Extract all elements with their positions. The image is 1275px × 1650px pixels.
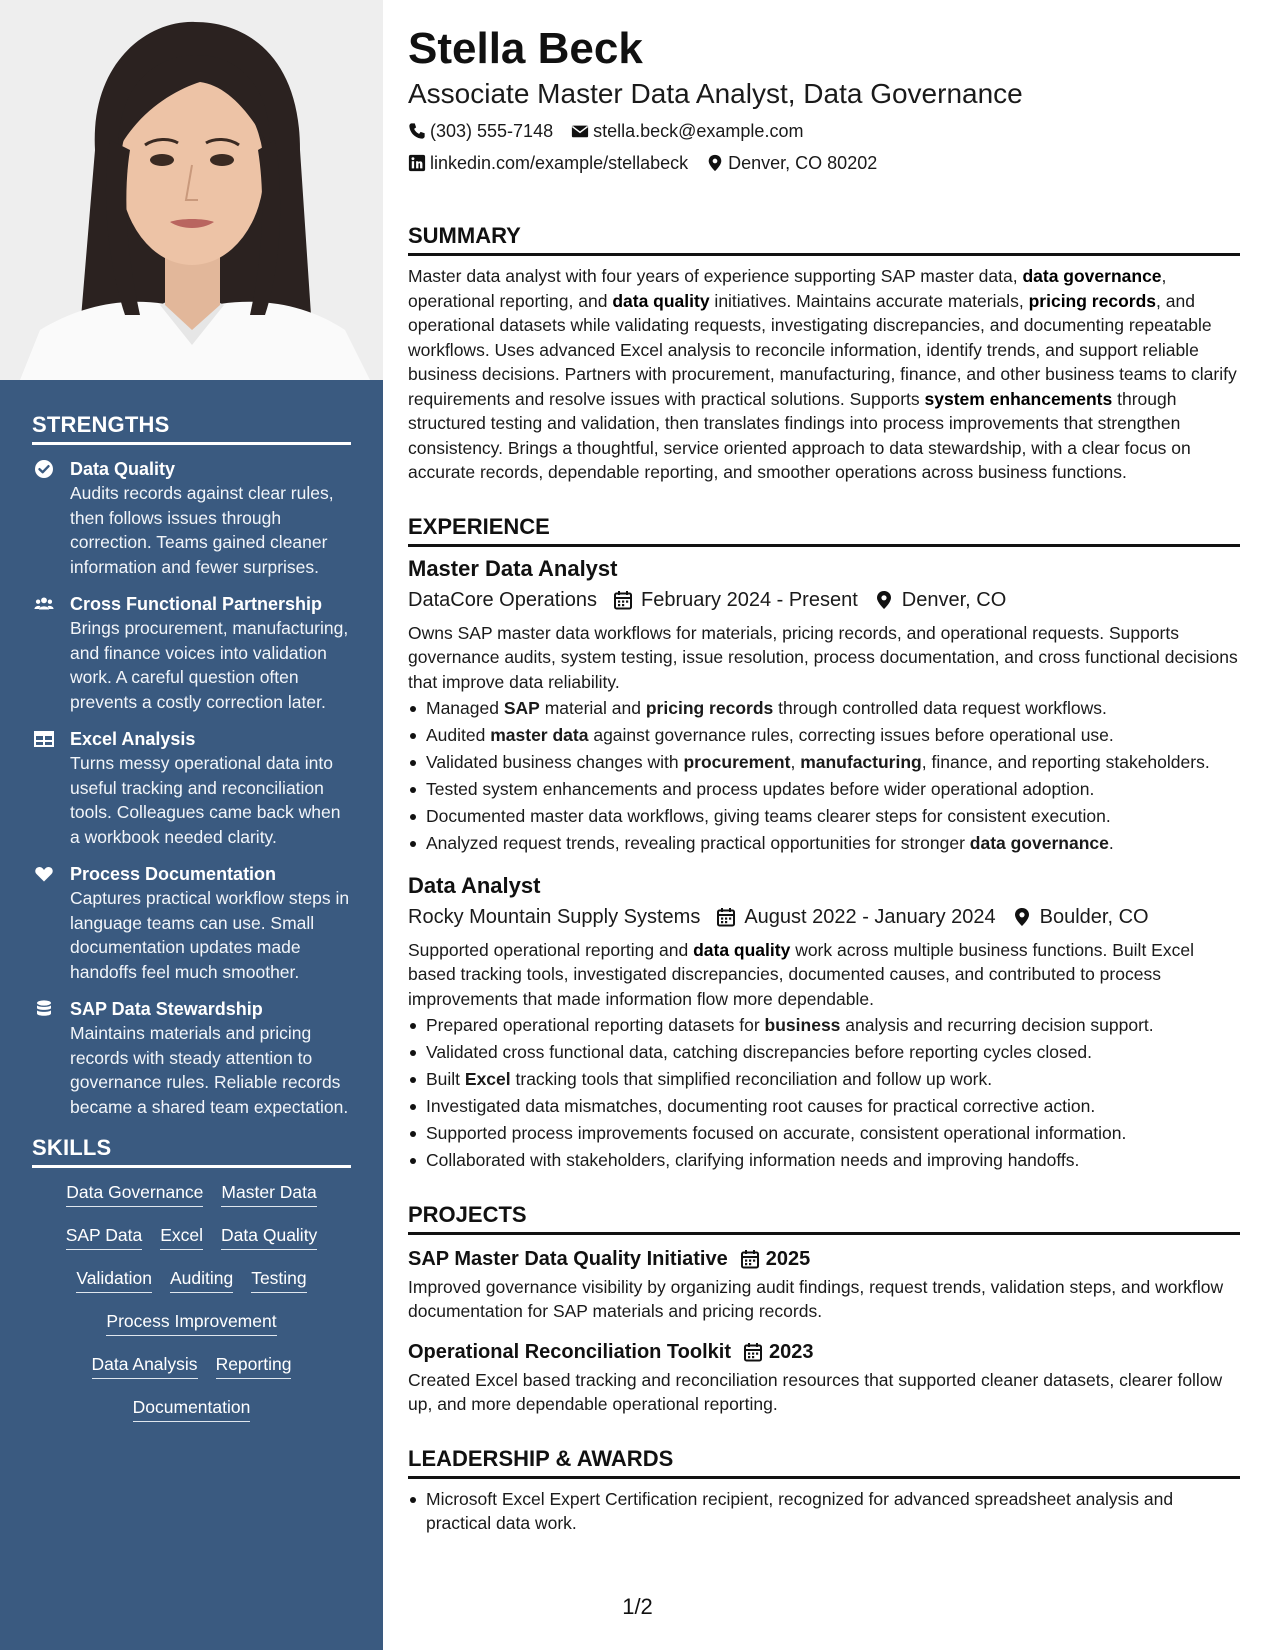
candidate-name: Stella Beck <box>408 24 643 73</box>
skill-row <box>32 1180 351 1207</box>
skill-tag: Data Analysis <box>92 1352 198 1379</box>
text-run: Validated business changes with <box>426 752 684 772</box>
bullet-item <box>408 696 1240 721</box>
location-text: Denver, CO 80202 <box>728 153 878 173</box>
database-icon <box>34 999 56 1019</box>
skill-tag: Data Quality <box>221 1223 317 1250</box>
text-run: material and <box>539 698 646 718</box>
project-entry <box>408 1243 1240 1324</box>
job-title: Master Data Analyst <box>408 555 618 581</box>
project-head <box>408 1243 1240 1275</box>
text-run: Supported process improvements focused on accurate, consistent operational information. <box>426 1123 1127 1143</box>
bold-keyword: Excel <box>464 1069 511 1089</box>
candidate-role: Associate Master Data Analyst, Data Governance <box>408 78 1023 109</box>
users-icon <box>34 594 56 614</box>
strength-title: Process Documentation <box>70 864 277 884</box>
bullet-item <box>408 1121 1240 1146</box>
map-pin-icon <box>706 154 724 172</box>
bold-keyword: pricing records <box>645 698 774 718</box>
page-number <box>0 1594 1275 1620</box>
job-meta <box>408 900 1240 934</box>
calendar-icon <box>740 1249 760 1269</box>
award-item: Microsoft Excel Expert Certification recipient, recognized for advanced spreadsheet analysis and practical data work. <box>408 1487 1240 1536</box>
text-run: through structured testing and validation, then translates findings into process improvements that strengthen consistency. Brings a thoughtful, service oriented approach to data stewardship, with a clear focus on accurate records, dependable reporting, and smoother operations across business functions. <box>408 388 1191 482</box>
skill-tag: Testing <box>251 1266 306 1293</box>
text-run: Supported operational reporting and <box>408 939 694 960</box>
job-meta <box>408 583 1240 617</box>
job-location: Denver, CO <box>901 588 1007 611</box>
bullet-item <box>408 1013 1240 1038</box>
job-entry <box>408 555 1240 856</box>
job-description: Owns SAP master data workflows for materials, pricing records, and operational requests. Supports governance audits, system testing, issue resolution, process documentation, and cross functional decisions that improve data reliability. <box>408 622 1238 692</box>
skill-row <box>32 1309 351 1336</box>
text-run: Documented master data workflows, giving teams clearer steps for consistent execution. <box>426 806 1111 826</box>
phone-icon <box>408 122 426 140</box>
strength-title: Data Quality <box>70 459 176 479</box>
job-description <box>408 938 1240 1012</box>
text-run: , finance, and reporting stakeholders. <box>921 752 1210 772</box>
awards-list <box>408 1487 1240 1536</box>
calendar-icon <box>743 1342 763 1362</box>
text-run: work across multiple business functions. Built Excel based tracking tools, investigated discrepancies, documented causes, and contributed to process improvements that made information flow more dependable. <box>408 939 1194 1009</box>
contact-linkedin[interactable] <box>408 148 688 178</box>
job-company: Rocky Mountain Supply Systems <box>408 905 701 928</box>
strengths-heading: STRENGTHS <box>32 412 351 445</box>
strength-desc: Captures practical workflow steps in language teams can use. Small documentation updates made handoffs feel much smoother. <box>70 888 350 982</box>
project-name: SAP Master Data Quality Initiative <box>408 1247 728 1270</box>
text-run: Master data analyst with four years of experience supporting SAP master data, <box>408 266 1023 286</box>
map-pin-icon <box>874 590 894 610</box>
strength-title: Cross Functional Partnership <box>70 594 323 614</box>
bold-keyword: system enhancements <box>924 388 1113 409</box>
text-run: Investigated data mismatches, documenting root causes for practical corrective action. <box>426 1096 1096 1116</box>
page-number-text: 1/2 <box>622 1594 653 1619</box>
bullet-item <box>408 804 1240 829</box>
sidebar <box>0 0 383 1650</box>
strength-desc: Brings procurement, manufacturing, and finance voices into validation work. A careful question often prevents a costly correction later. <box>70 618 349 712</box>
bullet-item <box>408 777 1240 802</box>
skill-row <box>32 1395 351 1422</box>
heart-icon <box>34 864 56 884</box>
text-run: , <box>790 752 801 772</box>
text-run: , operational reporting, and <box>408 266 1167 311</box>
profile-photo <box>0 0 383 380</box>
bold-keyword: manufacturing <box>800 752 922 772</box>
project-description: Created Excel based tracking and reconciliation resources that supported cleaner datasets, clearer follow up, and more dependable operational reporting. <box>408 1369 1223 1414</box>
bold-keyword: data governance <box>1022 266 1162 286</box>
skill-tag: Documentation <box>133 1395 251 1422</box>
awards-section <box>408 1445 1240 1536</box>
projects-heading: PROJECTS <box>408 1201 1240 1235</box>
project-description: Improved governance visibility by organizing audit findings, request trends, validation steps, and workflow documentation for SAP materials and pricing records. <box>408 1276 1224 1321</box>
phone-text: (303) 555-7148 <box>430 121 554 141</box>
calendar-icon <box>613 590 633 610</box>
text-run: . <box>1108 833 1114 853</box>
skill-tag: Validation <box>76 1266 152 1293</box>
bullet-item <box>408 750 1240 775</box>
text-run: Tested system enhancements and process updates before wider operational adoption. <box>426 779 1095 799</box>
job-location: Boulder, CO <box>1039 905 1149 928</box>
bullet-item <box>408 1067 1240 1092</box>
project-head <box>408 1336 1240 1368</box>
text-run: through controlled data request workflows. <box>773 698 1107 718</box>
text-run: , and operational datasets while validating requests, investigating discrepancies, and documenting repeatable workflows. Uses advanced Excel analysis to reconcile information, identify trends, and support reliable business decisions. Partners with procurement, manufacturing, finance, and other business teams to clarify requirements and resolve issues with practical solutions. Supports <box>408 290 1237 409</box>
strength-item <box>32 457 351 579</box>
project-entry <box>408 1336 1240 1417</box>
sidebar-content <box>32 412 351 1438</box>
email-text: stella.beck@example.com <box>593 121 804 141</box>
linkedin-icon <box>408 154 426 172</box>
bold-keyword: pricing records <box>1028 290 1156 311</box>
strength-item <box>32 862 351 984</box>
linkedin-text: linkedin.com/example/stellabeck <box>430 153 689 173</box>
strength-title: Excel Analysis <box>70 729 196 749</box>
bold-keyword: procurement <box>683 752 791 772</box>
job-entry <box>408 872 1240 1173</box>
job-title: Data Analyst <box>408 872 541 898</box>
bold-keyword: data quality <box>693 939 791 960</box>
summary-section <box>408 222 1240 485</box>
calendar-icon <box>716 907 736 927</box>
skill-tag: Process Improvement <box>106 1309 276 1336</box>
skill-row <box>32 1266 351 1293</box>
project-year: 2025 <box>765 1247 811 1270</box>
bullet-item <box>408 1094 1240 1119</box>
bold-keyword: SAP <box>503 698 540 718</box>
text-run: analysis and recurring decision support. <box>840 1015 1154 1035</box>
skills-list <box>32 1180 351 1422</box>
experience-section <box>408 513 1240 1173</box>
text-run: against governance rules, correcting issues before operational use. <box>588 725 1114 745</box>
bullet-item <box>408 723 1240 748</box>
skill-row <box>32 1352 351 1379</box>
bold-keyword: data quality <box>612 290 710 311</box>
strength-desc: Maintains materials and pricing records with steady attention to governance rules. Reliable records became a shared team expectation. <box>70 1023 349 1117</box>
bold-keyword: data governance <box>969 833 1109 853</box>
strength-desc: Turns messy operational data into useful tracking and reconciliation tools. Colleagues came back when a workbook needed clarity. <box>70 753 341 847</box>
contact-row <box>408 148 1240 178</box>
text-run: Prepared operational reporting datasets for <box>426 1015 765 1035</box>
check-circle-icon <box>34 459 56 479</box>
strength-title: SAP Data Stewardship <box>70 999 263 1019</box>
text-run: tracking tools that simplified reconciliation and follow up work. <box>510 1069 993 1089</box>
contact-row <box>408 116 1240 146</box>
project-year: 2023 <box>769 1340 814 1363</box>
text-run: Analyzed request trends, revealing practical opportunities for stronger <box>426 833 970 853</box>
map-pin-icon <box>1012 907 1032 927</box>
bold-keyword: business <box>764 1015 841 1035</box>
strength-item <box>32 727 351 849</box>
project-name: Operational Reconciliation Toolkit <box>408 1340 731 1363</box>
text-run: Collaborated with stakeholders, clarifying information needs and improving handoffs. <box>426 1150 1080 1170</box>
skill-tag: Master Data <box>221 1180 316 1207</box>
table-icon <box>34 729 56 749</box>
job-company: DataCore Operations <box>408 588 597 611</box>
contact-location <box>706 148 877 178</box>
skill-tag: SAP Data <box>66 1223 143 1250</box>
skill-tag: Reporting <box>216 1352 292 1379</box>
strength-item <box>32 592 351 714</box>
bullet-item <box>408 831 1240 856</box>
contact-phone[interactable] <box>408 116 553 146</box>
bullet-item <box>408 1148 1240 1173</box>
bold-keyword: master data <box>490 725 589 745</box>
job-bullets <box>408 1013 1240 1173</box>
skill-tag: Auditing <box>170 1266 233 1293</box>
text-run: initiatives. Maintains accurate materials, <box>709 290 1029 311</box>
contact-email[interactable] <box>571 116 803 146</box>
strength-desc: Audits records against clear rules, then follows issues through correction. Teams gained cleaner information and fewer surprises. <box>70 483 334 577</box>
projects-section <box>408 1201 1240 1417</box>
bullet-item <box>408 1040 1240 1065</box>
summary-heading: SUMMARY <box>408 222 1240 256</box>
summary-text <box>408 264 1240 485</box>
skills-heading: SKILLS <box>32 1135 351 1168</box>
strength-item <box>32 997 351 1119</box>
job-dates: February 2024 - Present <box>640 588 858 611</box>
text-run: Managed <box>426 698 504 718</box>
skill-row <box>32 1223 351 1250</box>
text-run: Validated cross functional data, catching discrepancies before reporting cycles closed. <box>426 1042 1093 1062</box>
job-bullets <box>408 696 1240 856</box>
awards-heading: LEADERSHIP & AWARDS <box>408 1445 1240 1479</box>
skill-tag: Excel <box>160 1223 203 1250</box>
text-run: Built <box>426 1069 465 1089</box>
text-run: Audited <box>426 725 491 745</box>
skill-tag: Data Governance <box>66 1180 203 1207</box>
main-content <box>408 22 1240 1538</box>
job-dates: August 2022 - January 2024 <box>744 905 996 928</box>
experience-heading: EXPERIENCE <box>408 513 1240 547</box>
envelope-icon <box>571 122 589 140</box>
